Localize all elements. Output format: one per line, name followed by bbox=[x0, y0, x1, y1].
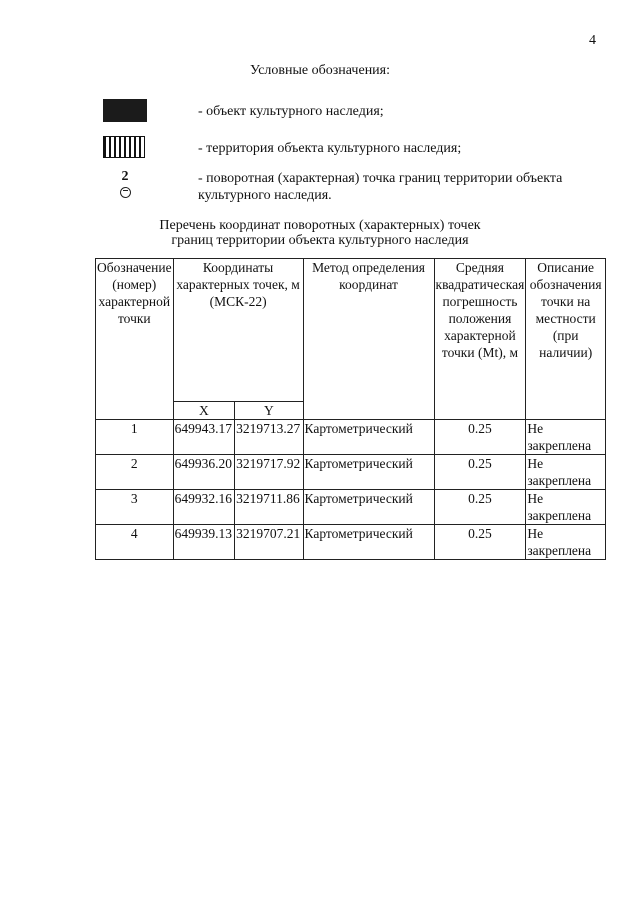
cell-description: Не закреплена bbox=[526, 525, 606, 560]
cell-y: 3219711.86 bbox=[235, 490, 303, 525]
cell-y: 3219713.27 bbox=[235, 420, 303, 455]
table-row bbox=[96, 420, 606, 455]
legend-heritage-object-label: - объект культурного наследия; bbox=[198, 104, 384, 119]
cell-number: 3 bbox=[96, 490, 174, 525]
header-method: Метод определения координат bbox=[303, 259, 434, 420]
header-coordinates: Координаты характерных точек, м (МСК-22) bbox=[173, 259, 303, 402]
heritage-object-swatch bbox=[103, 99, 147, 122]
cell-method: Картометрический bbox=[303, 525, 434, 560]
cell-error: 0.25 bbox=[434, 455, 526, 490]
table-row bbox=[96, 490, 606, 525]
cell-y: 3219707.21 bbox=[235, 525, 303, 560]
cell-x: 649936.20 bbox=[173, 455, 235, 490]
cell-x: 649943.17 bbox=[173, 420, 235, 455]
cell-number: 2 bbox=[96, 455, 174, 490]
cell-x: 649939.13 bbox=[173, 525, 235, 560]
coordinates-table bbox=[95, 258, 606, 560]
cell-method: Картометрический bbox=[303, 490, 434, 525]
header-x: X bbox=[173, 402, 235, 420]
cell-error: 0.25 bbox=[434, 420, 526, 455]
cell-number: 1 bbox=[96, 420, 174, 455]
cell-error: 0.25 bbox=[434, 525, 526, 560]
table-row bbox=[96, 525, 606, 560]
cell-method: Картометрический bbox=[303, 455, 434, 490]
table-row bbox=[96, 455, 606, 490]
heritage-territory-swatch bbox=[103, 136, 145, 158]
turning-point-sample-number: 2 bbox=[121, 169, 129, 184]
legend-heritage-territory-label: - территория объекта культурного наследия; bbox=[198, 141, 462, 156]
legend-turning-point-label: - поворотная (характерная) точка границ территории объекта культурного наследия. bbox=[198, 171, 563, 203]
header-number: Обозначение (номер) характерной точки bbox=[96, 259, 174, 420]
cell-description: Не закреплена bbox=[526, 455, 606, 490]
turning-point-sample bbox=[112, 169, 138, 198]
turning-point-marker-icon bbox=[120, 187, 131, 198]
header-error: Средняя квадратическая погрешность положения характерной точки (Mt), м bbox=[434, 259, 526, 420]
cell-x: 649932.16 bbox=[173, 490, 235, 525]
cell-error: 0.25 bbox=[434, 490, 526, 525]
header-y: Y bbox=[235, 402, 303, 420]
coordinates-list-title bbox=[0, 218, 640, 248]
header-description: Описание обозначения точки на местности (при наличии) bbox=[526, 259, 606, 420]
cell-number: 4 bbox=[96, 525, 174, 560]
legend-title: Условные обозначения: bbox=[249, 63, 391, 78]
cell-y: 3219717.92 bbox=[235, 455, 303, 490]
coordinates-list-title-line2: границ территории объекта культурного наследия bbox=[171, 233, 469, 248]
coordinates-list-title-line1: Перечень координат поворотных (характерных) точек bbox=[159, 218, 481, 233]
cell-method: Картометрический bbox=[303, 420, 434, 455]
cell-description: Не закреплена bbox=[526, 490, 606, 525]
cell-description: Не закреплена bbox=[526, 420, 606, 455]
page-number: 4 bbox=[589, 33, 596, 48]
